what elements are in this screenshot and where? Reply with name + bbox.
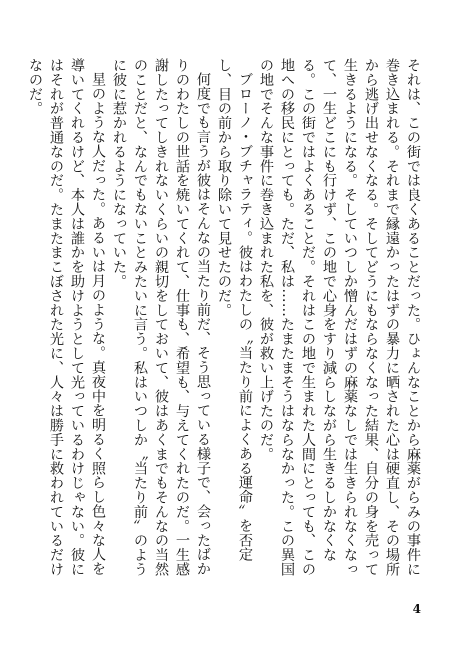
paragraph-4: 星のような人だった。あるいは月のような。真夜中を明るく照らし色々な人を導いてくれるけど、本人は誰かを助けようとして光っているわけじゃない。彼にはそれが普通なのだ。たまたまこぼされた光に、人々は勝手に救われているだけなのだ。 (27, 58, 106, 577)
page-number: 4 (412, 602, 421, 616)
paragraph-2: ブローノ・ブチャラティ。彼はわたしの〝当たり前によくある運命〟を否定し、目の前から取り除いて見せたのだ。 (216, 58, 253, 562)
paragraph-1: それは、この街では良くあることだった。ひょんなことから麻薬がらみの事件に巻き込まれる。それまで縁遠かったはずの暴力に晒された心は硬直し、その場所から逃げ出せなくなる。そしてどうにもならなくなった結果、自分の身を売って生きるようになる。そしていつしか憎んだはずの麻薬なしでは生きられなくなって、一生どこにも行けず、この地で心身をすり減らしながら生きるしかなくなる。この街ではよくあることだ。それはこの地で生まれた人間にとっても、この地への移民にとっても。ただ、私は……たまたまそうはならなかった。この異国の地でそんな事件に巻き込まれた私を、彼が救い上げたのだ。 (258, 58, 421, 577)
paragraph-3: 何度でも言うが彼はそんなの当たり前だ、そう思っている様子で、会ったばかりのわたしの世話を焼いてくれて、仕事も、希望も、与えてくれたのだ。一生感謝したってしきれないくらいの親切をしておいて、彼はあくまでもそんなの当然のことだと、なんでもないことみたいに言う。私はいつしか〝当たり前〟のように彼に惹かれるようになっていた。 (111, 58, 211, 577)
body-text (27, 58, 423, 578)
